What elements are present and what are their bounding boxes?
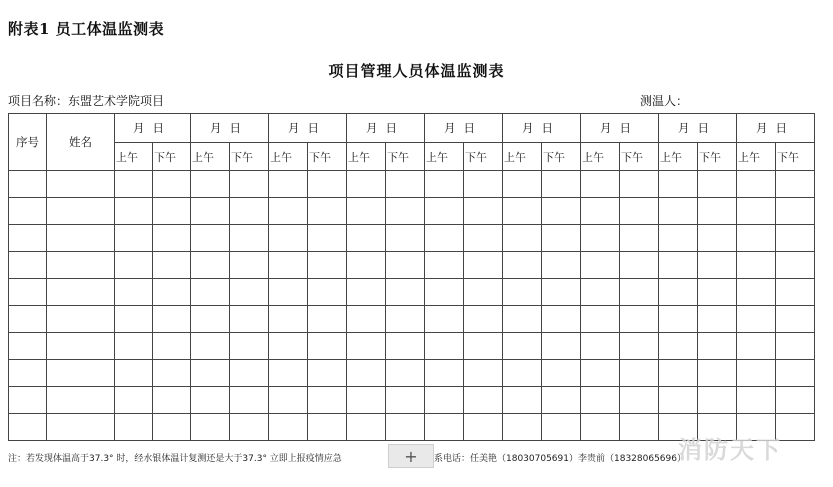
table-cell[interactable] — [776, 360, 815, 387]
table-cell[interactable] — [9, 171, 47, 198]
table-cell[interactable] — [269, 360, 308, 387]
table-cell[interactable] — [191, 306, 230, 333]
table-cell[interactable] — [153, 279, 191, 306]
table-cell[interactable] — [698, 171, 737, 198]
table-cell[interactable] — [698, 225, 737, 252]
measurer-label: 测温人： — [640, 94, 689, 108]
table-cell[interactable] — [503, 360, 542, 387]
table-cell[interactable] — [347, 360, 386, 387]
day-header: 月日 — [269, 114, 347, 143]
table-cell[interactable] — [269, 414, 308, 441]
table-cell[interactable] — [425, 333, 464, 360]
day-header: 月日 — [425, 114, 503, 143]
table-cell[interactable] — [347, 387, 386, 414]
table-cell[interactable] — [115, 414, 153, 441]
table-cell[interactable] — [542, 360, 581, 387]
table-cell[interactable] — [153, 414, 191, 441]
table-cell[interactable] — [308, 360, 347, 387]
table-cell[interactable] — [347, 306, 386, 333]
table-cell[interactable] — [386, 252, 425, 279]
table-cell[interactable] — [542, 333, 581, 360]
table-row — [9, 387, 815, 414]
table-cell[interactable] — [737, 198, 776, 225]
table-cell[interactable] — [659, 333, 698, 360]
table-cell[interactable] — [191, 198, 230, 225]
table-cell[interactable] — [230, 360, 269, 387]
table-row — [9, 198, 815, 225]
table-cell[interactable] — [698, 279, 737, 306]
table-cell[interactable] — [503, 306, 542, 333]
table-cell[interactable] — [230, 225, 269, 252]
table-cell[interactable] — [347, 333, 386, 360]
day-header: 月日 — [659, 114, 737, 143]
table-cell[interactable] — [269, 387, 308, 414]
table-cell[interactable] — [308, 252, 347, 279]
table-cell[interactable] — [9, 360, 47, 387]
table-cell[interactable] — [503, 252, 542, 279]
table-cell[interactable] — [776, 225, 815, 252]
table-cell[interactable] — [542, 171, 581, 198]
pm-header: 下午 — [230, 143, 269, 171]
table-cell[interactable] — [347, 171, 386, 198]
table-cell[interactable] — [191, 360, 230, 387]
table-cell[interactable] — [308, 306, 347, 333]
table-cell[interactable] — [542, 306, 581, 333]
table-cell[interactable] — [503, 414, 542, 441]
table-cell[interactable] — [737, 306, 776, 333]
table-cell[interactable] — [386, 171, 425, 198]
table-cell[interactable] — [737, 252, 776, 279]
table-cell[interactable] — [620, 279, 659, 306]
table-cell[interactable] — [386, 414, 425, 441]
table-cell[interactable] — [776, 333, 815, 360]
day-header: 月日 — [737, 114, 815, 143]
table-cell[interactable] — [698, 198, 737, 225]
table-cell[interactable] — [191, 225, 230, 252]
table-cell[interactable] — [425, 387, 464, 414]
table-cell[interactable] — [425, 306, 464, 333]
table-cell[interactable] — [153, 198, 191, 225]
table-cell[interactable] — [581, 198, 620, 225]
am-header: 上午 — [581, 143, 620, 171]
table-cell[interactable] — [191, 414, 230, 441]
table-cell[interactable] — [581, 414, 620, 441]
table-cell[interactable] — [425, 360, 464, 387]
table-cell[interactable] — [347, 198, 386, 225]
table-cell[interactable] — [115, 333, 153, 360]
table-cell[interactable] — [620, 198, 659, 225]
table-cell[interactable] — [464, 414, 503, 441]
table-cell[interactable] — [659, 360, 698, 387]
table-cell[interactable] — [347, 279, 386, 306]
table-cell[interactable] — [153, 333, 191, 360]
table-cell[interactable] — [191, 279, 230, 306]
header-name: 姓名 — [47, 114, 115, 171]
pm-header: 下午 — [542, 143, 581, 171]
table-row — [9, 225, 815, 252]
table-cell[interactable] — [47, 360, 115, 387]
table-cell[interactable] — [659, 279, 698, 306]
table-cell[interactable] — [115, 306, 153, 333]
table-cell[interactable] — [153, 306, 191, 333]
table-cell[interactable] — [115, 387, 153, 414]
table-cell[interactable] — [9, 225, 47, 252]
table-cell[interactable] — [9, 279, 47, 306]
am-header: 上午 — [269, 143, 308, 171]
table-cell[interactable] — [659, 306, 698, 333]
table-cell[interactable] — [47, 252, 115, 279]
table-cell[interactable] — [620, 252, 659, 279]
table-cell[interactable] — [581, 225, 620, 252]
table-cell[interactable] — [308, 171, 347, 198]
am-header: 上午 — [425, 143, 464, 171]
table-cell[interactable] — [659, 387, 698, 414]
table-cell[interactable] — [425, 171, 464, 198]
pm-header: 下午 — [153, 143, 191, 171]
table-cell[interactable] — [153, 387, 191, 414]
table-cell[interactable] — [659, 171, 698, 198]
table-cell[interactable] — [737, 171, 776, 198]
table-cell[interactable] — [230, 171, 269, 198]
table-cell[interactable] — [503, 333, 542, 360]
table-cell[interactable] — [737, 333, 776, 360]
table-cell[interactable] — [230, 279, 269, 306]
table-cell[interactable] — [153, 252, 191, 279]
watermark-logo: 消防天下 — [678, 436, 782, 464]
table-cell[interactable] — [542, 252, 581, 279]
table-cell[interactable] — [581, 171, 620, 198]
table-cell[interactable] — [698, 252, 737, 279]
table-cell[interactable] — [581, 279, 620, 306]
table-cell[interactable] — [347, 225, 386, 252]
table-cell[interactable] — [581, 306, 620, 333]
day-header: 月日 — [191, 114, 269, 143]
table-cell[interactable] — [698, 360, 737, 387]
table-cell[interactable] — [308, 198, 347, 225]
header-serial: 序号 — [9, 114, 47, 171]
table-cell[interactable] — [269, 198, 308, 225]
table-cell[interactable] — [464, 360, 503, 387]
table-cell[interactable] — [425, 414, 464, 441]
table-cell[interactable] — [347, 252, 386, 279]
table-cell[interactable] — [659, 198, 698, 225]
add-sheet-button[interactable]: + — [388, 444, 434, 468]
table-cell[interactable] — [620, 414, 659, 441]
table-cell[interactable] — [386, 279, 425, 306]
pm-header: 下午 — [620, 143, 659, 171]
pm-header: 下午 — [776, 143, 815, 171]
table-cell[interactable] — [464, 252, 503, 279]
table-cell[interactable] — [308, 279, 347, 306]
table-cell[interactable] — [386, 306, 425, 333]
table-cell[interactable] — [620, 387, 659, 414]
table-cell[interactable] — [47, 171, 115, 198]
table-cell[interactable] — [581, 333, 620, 360]
table-cell[interactable] — [542, 387, 581, 414]
table-cell[interactable] — [153, 171, 191, 198]
table-cell[interactable] — [386, 360, 425, 387]
table-cell[interactable] — [9, 306, 47, 333]
table-cell[interactable] — [503, 225, 542, 252]
table-row — [9, 279, 815, 306]
am-header: 上午 — [503, 143, 542, 171]
table-cell[interactable] — [386, 387, 425, 414]
table-cell[interactable] — [464, 279, 503, 306]
table-cell[interactable] — [659, 252, 698, 279]
table-cell[interactable] — [308, 333, 347, 360]
table-row — [9, 252, 815, 279]
table-cell[interactable] — [269, 279, 308, 306]
table-cell[interactable] — [9, 252, 47, 279]
table-cell[interactable] — [464, 333, 503, 360]
table-cell[interactable] — [776, 252, 815, 279]
table-cell[interactable] — [230, 333, 269, 360]
footer-note: 注：若发现体温高于37.3° 时，经水银体温计复测还是大于37.3° 立即上报疫情应急 — [8, 454, 342, 464]
table-cell[interactable] — [620, 225, 659, 252]
table-cell[interactable] — [47, 198, 115, 225]
table-cell[interactable] — [698, 333, 737, 360]
appendix-title: 附表1 员工体温监测表 — [8, 20, 165, 38]
table-cell[interactable] — [115, 360, 153, 387]
table-cell[interactable] — [230, 198, 269, 225]
table-cell[interactable] — [425, 198, 464, 225]
temperature-table — [8, 113, 815, 441]
table-cell[interactable] — [464, 198, 503, 225]
day-header: 月日 — [347, 114, 425, 143]
table-cell[interactable] — [47, 306, 115, 333]
am-header: 上午 — [191, 143, 230, 171]
table-cell[interactable] — [464, 387, 503, 414]
table-cell[interactable] — [503, 198, 542, 225]
table-cell[interactable] — [191, 252, 230, 279]
pm-header: 下午 — [308, 143, 347, 171]
table-cell[interactable] — [115, 198, 153, 225]
table-cell[interactable] — [776, 171, 815, 198]
table-cell[interactable] — [464, 171, 503, 198]
table-cell[interactable] — [269, 252, 308, 279]
am-header: 上午 — [115, 143, 153, 171]
table-cell[interactable] — [542, 225, 581, 252]
pm-header: 下午 — [698, 143, 737, 171]
table-cell[interactable] — [269, 333, 308, 360]
table-cell[interactable] — [659, 225, 698, 252]
table-cell[interactable] — [425, 279, 464, 306]
day-header: 月日 — [115, 114, 191, 143]
table-cell[interactable] — [47, 414, 115, 441]
table-cell[interactable] — [737, 387, 776, 414]
table-row — [9, 171, 815, 198]
table-cell[interactable] — [464, 225, 503, 252]
table-cell[interactable] — [153, 225, 191, 252]
table-cell[interactable] — [737, 360, 776, 387]
table-cell[interactable] — [9, 387, 47, 414]
document-title: 项目管理人员体温监测表 — [328, 62, 505, 80]
table-cell[interactable] — [308, 387, 347, 414]
table-cell[interactable] — [47, 279, 115, 306]
table-cell[interactable] — [776, 387, 815, 414]
table-cell[interactable] — [191, 333, 230, 360]
pm-header: 下午 — [386, 143, 425, 171]
table-cell[interactable] — [347, 414, 386, 441]
day-header: 月日 — [581, 114, 659, 143]
project-name-label: 项目名称：东盟艺术学院项目 — [8, 94, 165, 108]
table-cell[interactable] — [230, 414, 269, 441]
table-cell[interactable] — [698, 306, 737, 333]
table-cell[interactable] — [386, 225, 425, 252]
am-header: 上午 — [659, 143, 698, 171]
pm-header: 下午 — [464, 143, 503, 171]
table-cell[interactable] — [698, 387, 737, 414]
table-cell[interactable] — [308, 225, 347, 252]
table-cell[interactable] — [503, 387, 542, 414]
table-cell[interactable] — [269, 171, 308, 198]
table-cell[interactable] — [503, 279, 542, 306]
table-cell[interactable] — [425, 225, 464, 252]
table-cell[interactable] — [230, 306, 269, 333]
table-cell[interactable] — [620, 360, 659, 387]
table-row — [9, 306, 815, 333]
table-cell[interactable] — [581, 252, 620, 279]
table-cell[interactable] — [386, 333, 425, 360]
table-cell[interactable] — [230, 252, 269, 279]
table-cell[interactable] — [620, 171, 659, 198]
table-cell[interactable] — [308, 414, 347, 441]
table-cell[interactable] — [503, 171, 542, 198]
table-cell[interactable] — [47, 387, 115, 414]
table-cell[interactable] — [581, 387, 620, 414]
table-cell[interactable] — [9, 198, 47, 225]
table-cell[interactable] — [269, 225, 308, 252]
table-cell[interactable] — [776, 279, 815, 306]
am-header: 上午 — [737, 143, 776, 171]
table-cell[interactable] — [737, 225, 776, 252]
table-cell[interactable] — [153, 360, 191, 387]
table-cell[interactable] — [542, 198, 581, 225]
table-cell[interactable] — [425, 252, 464, 279]
table-cell[interactable] — [47, 225, 115, 252]
table-cell[interactable] — [115, 279, 153, 306]
footer-contact: 系电话：任美艳（18030705691）李贵前（18328065696） — [434, 454, 686, 464]
table-cell[interactable] — [776, 306, 815, 333]
table-cell[interactable] — [386, 198, 425, 225]
table-cell[interactable] — [9, 333, 47, 360]
table-cell[interactable] — [115, 252, 153, 279]
table-cell[interactable] — [191, 171, 230, 198]
table-row — [9, 360, 815, 387]
table-cell[interactable] — [542, 414, 581, 441]
table-cell[interactable] — [191, 387, 230, 414]
table-cell[interactable] — [620, 306, 659, 333]
table-cell[interactable] — [9, 414, 47, 441]
table-cell[interactable] — [269, 306, 308, 333]
table-cell[interactable] — [737, 279, 776, 306]
table-cell[interactable] — [47, 333, 115, 360]
table-cell[interactable] — [776, 198, 815, 225]
table-cell[interactable] — [230, 387, 269, 414]
table-row — [9, 333, 815, 360]
am-header: 上午 — [347, 143, 386, 171]
table-cell[interactable] — [464, 306, 503, 333]
table-cell[interactable] — [115, 171, 153, 198]
table-cell[interactable] — [542, 279, 581, 306]
table-cell[interactable] — [581, 360, 620, 387]
day-header: 月日 — [503, 114, 581, 143]
table-cell[interactable] — [620, 333, 659, 360]
table-cell[interactable] — [115, 225, 153, 252]
